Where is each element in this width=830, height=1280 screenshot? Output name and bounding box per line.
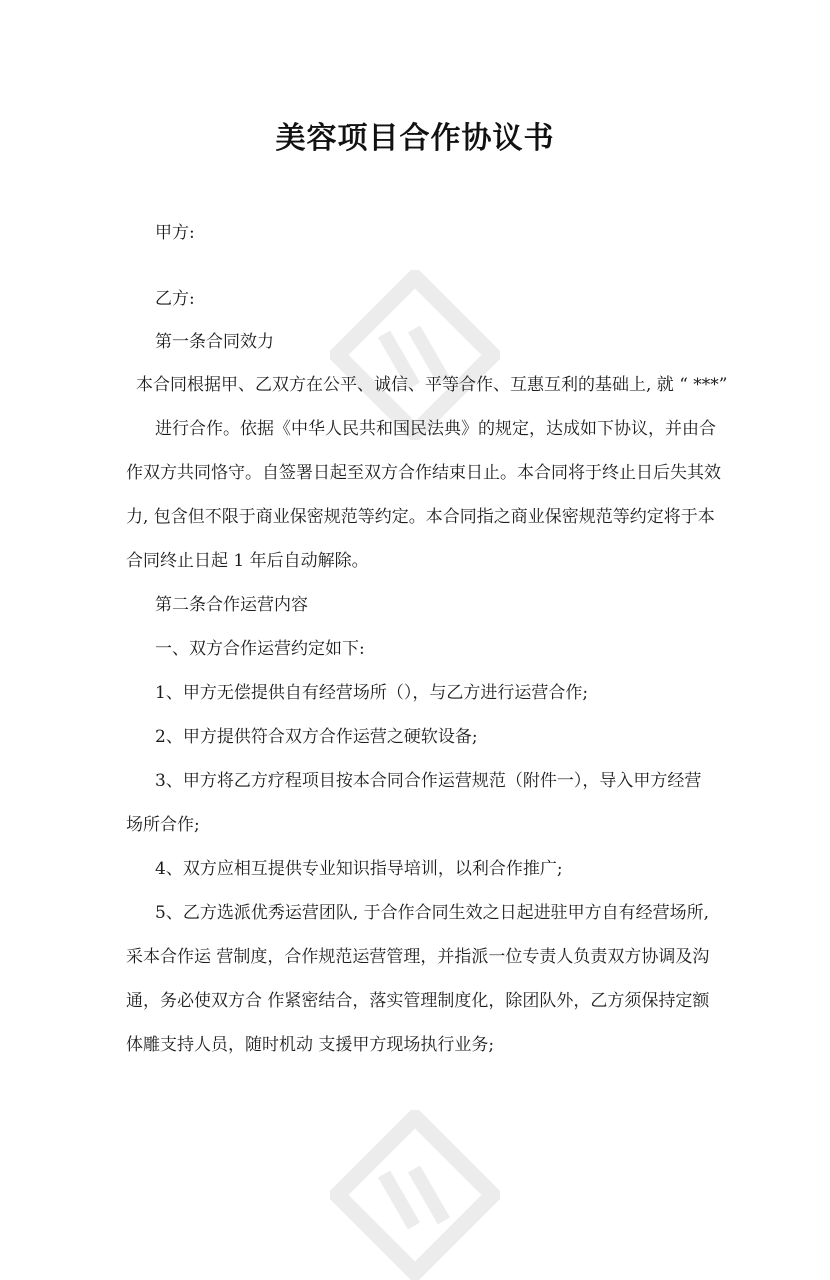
list-item: 3、甲方将乙方疗程项目按本合同合作运营规范（附件一），导入甲方经营	[155, 771, 702, 791]
list-item: 4、双方应相互提供专业知识指导培训，以利合作推广;	[155, 859, 563, 879]
article1-line: 合同终止日起 1 年后自动解除。	[126, 551, 369, 571]
diamond-watermark-icon	[330, 1110, 500, 1280]
article1-line: 力, 包含但不限于商业保密规范等约定。本合同指之商业保密规范等约定将于本	[126, 507, 715, 527]
article1-line: 进行合作。依据《中华人民共和国民法典》的规定，达成如下协议，并由合	[155, 419, 716, 439]
list-item-continued: 体雕支持人员，随时机动 支援甲方现场执行业务;	[126, 1035, 495, 1055]
list-item-continued: 采本合作运 营制度，合作规范运营管理，并指派一位专责人负责双方协调及沟	[126, 947, 710, 967]
article2-heading: 第二条合作运营内容	[155, 595, 308, 615]
article1-line: 作双方共同恪守。自签署日起至双方合作结束日止。本合同将于终止日后失其效	[126, 463, 721, 483]
list-item: 2、甲方提供符合双方合作运营之硬软设备;	[155, 727, 478, 747]
article1-line: 本合同根据甲、乙双方在公平、诚信、平等合作、互惠互利的基础上, 就 “ ***”	[136, 375, 728, 395]
article1-heading: 第一条合同效力	[155, 332, 274, 352]
list-item: 5、乙方选派优秀运营团队, 于合作合同生效之日起进驻甲方自有经营场所,	[155, 903, 710, 923]
list-item-continued: 场所合作;	[126, 815, 200, 835]
party-a-label: 甲方:	[155, 223, 195, 243]
list-item-continued: 通，务必使双方合 作紧密结合，落实管理制度化，除团队外，乙方须保持定额	[126, 991, 710, 1011]
document-title: 美容项目合作协议书	[275, 121, 555, 156]
diamond-watermark-icon	[330, 270, 500, 440]
list-item: 1、甲方无偿提供自有经营场所（），与乙方进行运营合作;	[155, 683, 589, 703]
party-b-label: 乙方:	[155, 289, 195, 309]
article2-subheading: 一、双方合作运营约定如下:	[155, 639, 365, 659]
